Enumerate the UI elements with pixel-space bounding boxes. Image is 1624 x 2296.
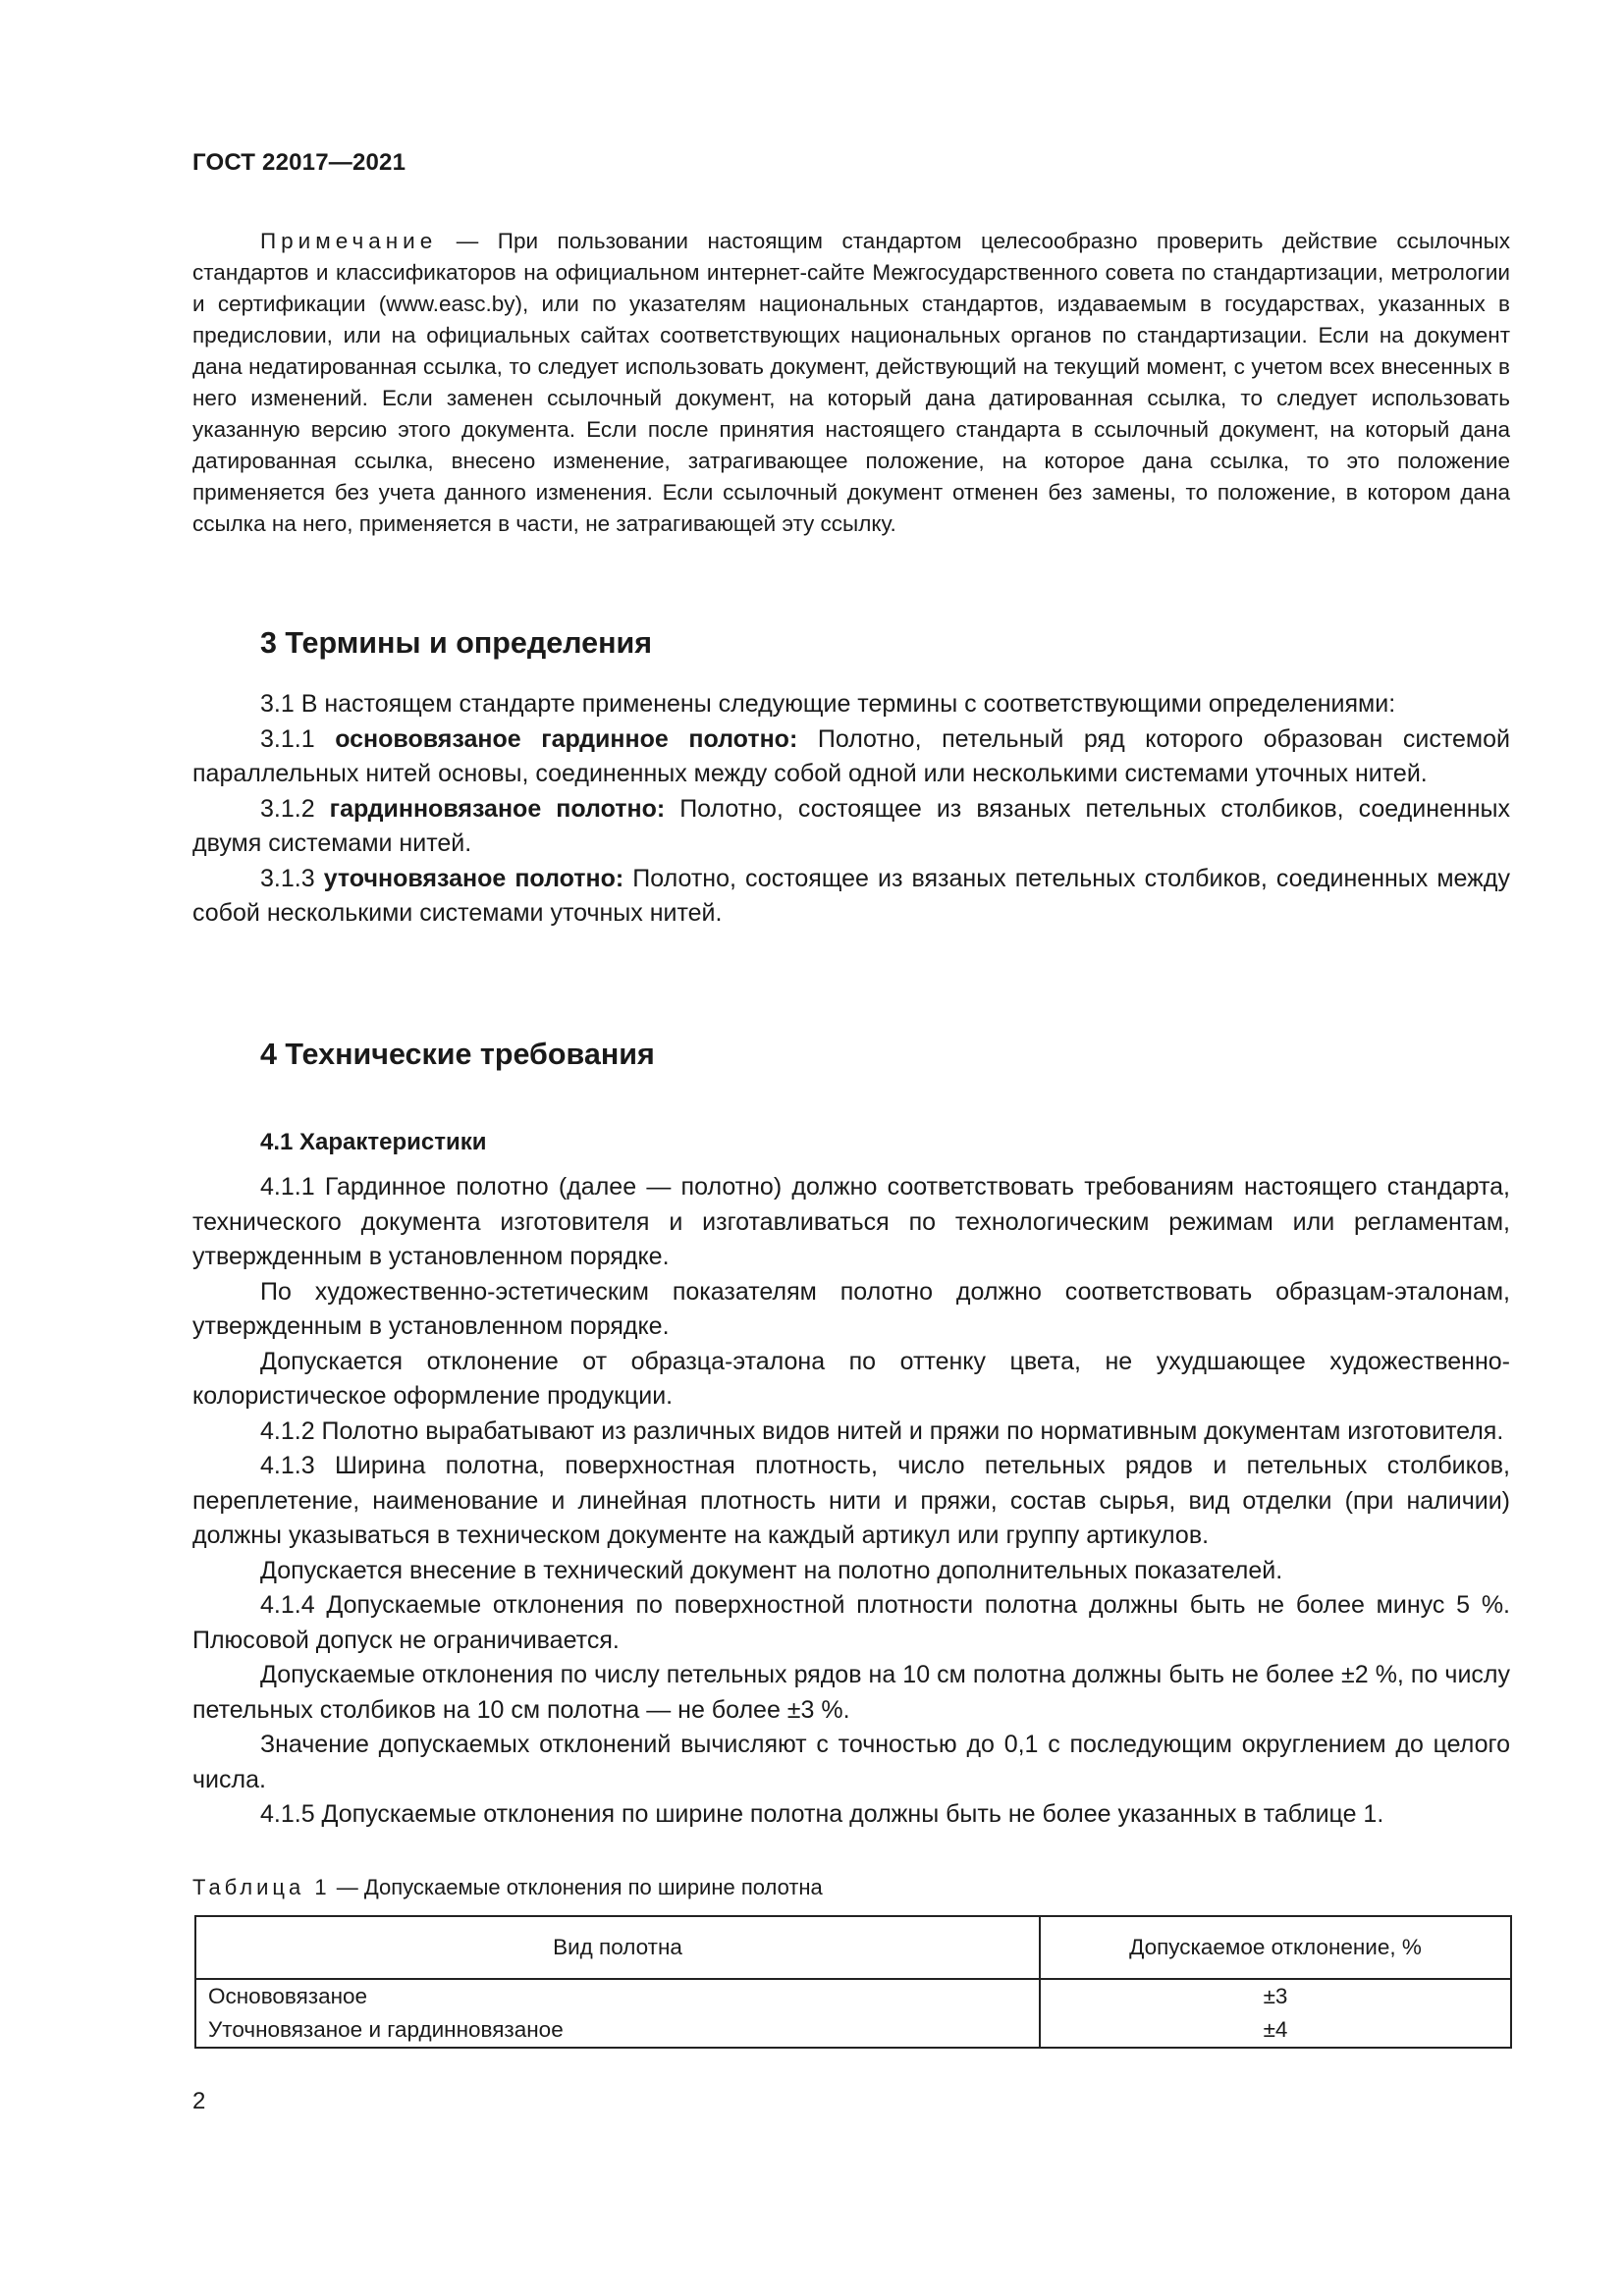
paragraph: 4.1.1 Гардинное полотно (далее — полотно) должно соответствовать требованиям настоящего стандарта, технического документа изготовителя и изготавливаться по технологическим режимам или регламентам, утвержденным в установленном порядке.: [192, 1173, 1510, 1270]
term-3-1-2: [192, 792, 1510, 862]
table-caption: [192, 1875, 823, 1900]
clause-3-1: 3.1 В настоящем стандарте применены следующие термины с соответствующими определениями:: [260, 690, 1396, 718]
table-row: [195, 2013, 1511, 2048]
standard-header: ГОСТ 22017—2021: [192, 149, 406, 176]
table-cell: ±4: [1040, 2013, 1511, 2048]
section-3-body: [192, 687, 1510, 932]
term-name: уточновязаное полотно:: [323, 864, 624, 892]
paragraph: Значение допускаемых отклонений вычисляют с точностью до 0,1 с последующим округлением до целого числа.: [192, 1731, 1510, 1793]
term-definition: Полотно, петельный ряд которого образован системой параллельных нитей основы, соединенных между собой одной или несколькими системами уточных нитей.: [192, 724, 1510, 787]
term-number: 3.1.1: [260, 724, 336, 753]
subsection-4-1-heading: 4.1 Характеристики: [260, 1129, 487, 1155]
section-4-heading: 4 Технические требования: [260, 1038, 655, 1071]
paragraph: Допускается внесение в технический документ на полотно дополнительных показателей.: [260, 1556, 1283, 1584]
term-number: 3.1.2: [260, 794, 330, 823]
table-caption-text: — Допускаемые отклонения по ширине полотна: [330, 1875, 823, 1899]
table-header-row: [195, 1916, 1511, 1979]
term-name: основовязаное гардинное полотно:: [335, 724, 798, 753]
section-3-heading: 3 Термины и определения: [260, 626, 653, 660]
table-cell: Уточновязаное и гардинновязаное: [195, 2013, 1040, 2048]
table-row: [195, 1979, 1511, 2013]
table-cell: Основовязаное: [195, 1979, 1040, 2013]
table-caption-label: Таблица 1: [192, 1875, 331, 1899]
term-definition: Полотно, состоящее из вязаных петельных столбиков, соединенных двумя системами нитей.: [192, 794, 1510, 857]
column-header: Вид полотна: [195, 1916, 1040, 1979]
paragraph: 4.1.4 Допускаемые отклонения по поверхностной плотности полотна должны быть не более минус 5 %. Плюсовой допуск не ограничивается.: [192, 1591, 1510, 1654]
paragraph: 4.1.5 Допускаемые отклонения по ширине полотна должны быть не более указанных в таблице 1.: [260, 1800, 1384, 1828]
deviation-table: [194, 1915, 1512, 2049]
page-number: 2: [192, 2088, 206, 2114]
section-4-body: [192, 1170, 1510, 1833]
term-3-1-3: [192, 862, 1510, 932]
paragraph: Допускается отклонение от образца-эталона по оттенку цвета, не ухудшающее художественно-колористическое оформление продукции.: [192, 1347, 1510, 1410]
reference-note: [192, 226, 1510, 540]
note-label: Примечание: [260, 229, 438, 253]
paragraph: По художественно-эстетическим показателям полотно должно соответствовать образцам-эталонам, утвержденным в установленном порядке.: [192, 1277, 1510, 1340]
paragraph: 4.1.3 Ширина полотна, поверхностная плотность, число петельных рядов и петельных столбиков, переплетение, наименование и линейная плотность нити и пряжи, состав сырья, вид отделки (при наличии) должны указываться в техническом документе на каждый артикул или группу артикулов.: [192, 1452, 1510, 1549]
note-text: — При пользовании настоящим стандартом целесообразно проверить действие ссылочных стандартов и классификаторов на официальном интернет-сайте Межгосударственного совета по стандартизации, метрологии и сертификации (www.easc.by), или по указателям национальных стандартов, издаваемым в государствах, указанных в предисловии, или на официальных сайтах соответствующих национальных органов по стандартизации. Если на документ дана недатированная ссылка, то следует использовать документ, действующий на текущий момент, с учетом всех внесенных в него изменений. Если заменен ссылочный документ, на который дана датированная ссылка, то следует использовать указанную версию этого документа. Если после принятия настоящего стандарта в ссылочный документ, на который дана датированная ссылка, внесено изменение, затрагивающее положение, на которое дана ссылка, то это положение применяется без учета данного изменения. Если ссылочный документ отменен без замены, то положение, в котором дана ссылка на него, применяется в части, не затрагивающей эту ссылку.: [192, 229, 1510, 536]
term-definition: Полотно, состоящее из вязаных петельных столбиков, соединенных между собой несколькими системами уточных нитей.: [192, 864, 1510, 927]
column-header: Допускаемое отклонение, %: [1040, 1916, 1511, 1979]
paragraph: Допускаемые отклонения по числу петельных рядов на 10 см полотна должны быть не более ±2 %, по числу петельных столбиков на 10 см полотна — не более ±3 %.: [192, 1661, 1510, 1724]
table-cell: ±3: [1040, 1979, 1511, 2013]
paragraph: 4.1.2 Полотно вырабатывают из различных видов нитей и пряжи по нормативным документам изготовителя.: [260, 1416, 1504, 1445]
term-3-1-1: [192, 722, 1510, 792]
term-name: гардинновязаное полотно:: [329, 794, 666, 823]
term-number: 3.1.3: [260, 864, 324, 892]
